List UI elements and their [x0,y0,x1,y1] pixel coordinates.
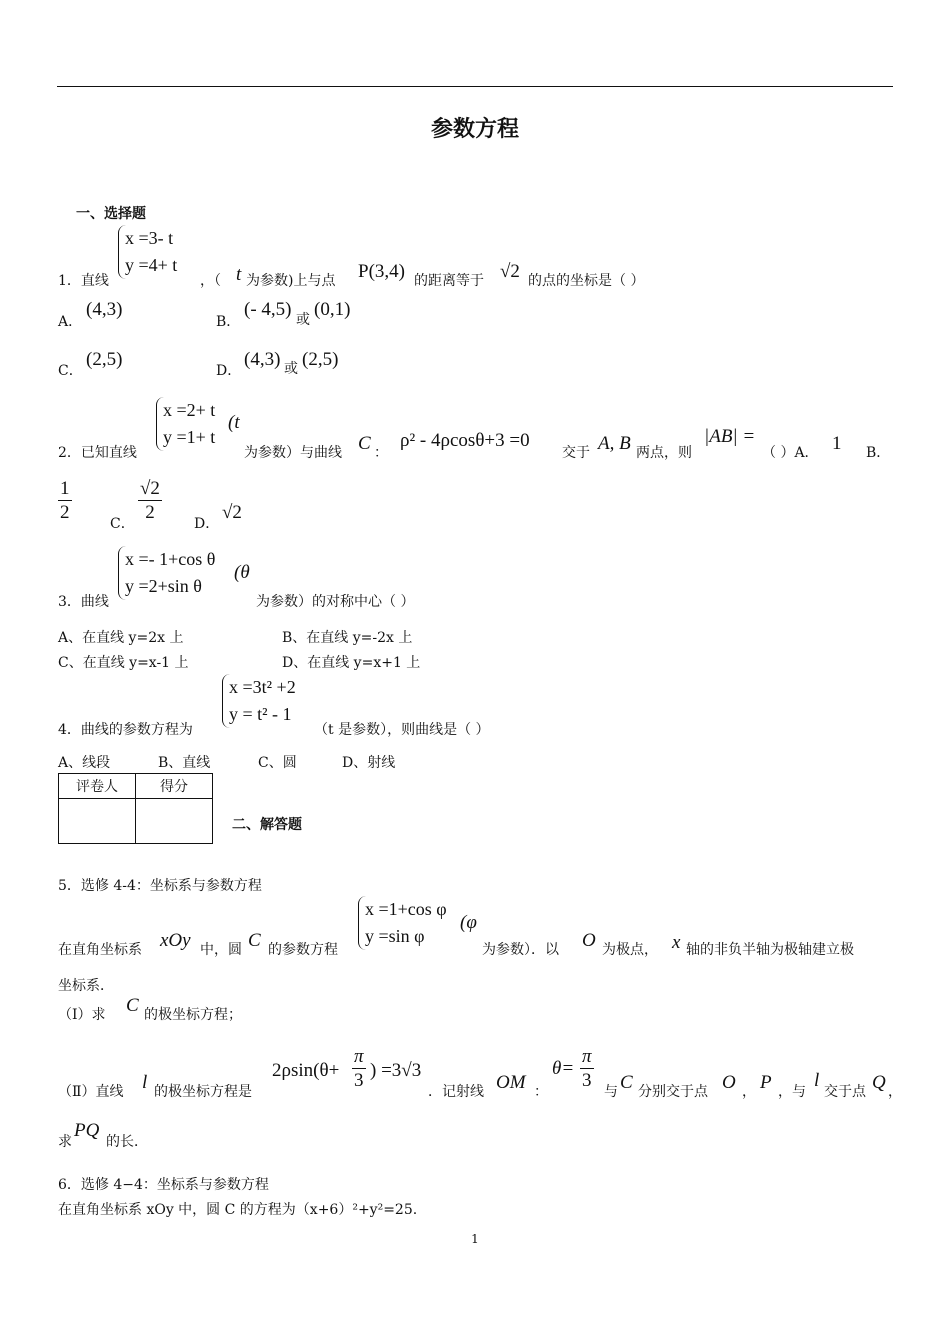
q5-label: 5．选修 4-4：坐标系与参数方程 [58,878,262,894]
q5-line-equation-right: ) =3√3 [370,1060,422,1081]
grade-table-header-score: 得分 [136,774,213,799]
q3-label: 3．曲线 [58,594,109,610]
q2-option-d-label: D． [194,516,220,532]
q5-parametric-system: x =1+cos φ y =sin φ [358,896,447,950]
q2-colon: ： [374,445,388,461]
q5-theta-eq: θ= [552,1058,575,1079]
q1-text-1: ，（ [200,273,221,289]
page-number: 1 [471,1232,479,1246]
q3-parametric-system: x =- 1+cos θ y =2+sin θ [118,546,215,600]
q1-option-d-value-2: (2,5) [302,349,339,370]
q5-comma-2: ， [888,1084,902,1100]
section-multiple-choice: 一、选择题 [76,206,146,222]
q5-line2: 坐标系． [58,978,114,994]
q5-part1-c: C [126,995,139,1016]
q2-text-1: 为参数）与曲线 [244,445,342,461]
q5-part2-g: ，与 [778,1084,806,1100]
grade-table-header-grader: 评卷人 [59,774,136,799]
q5-part2-b: 的极坐标方程是 [154,1084,252,1100]
q5-part2-h: 交于点 [824,1084,866,1100]
q2-option-c-fraction: $\frac{√2}{2}$ [140,478,160,523]
q3-option-b: B、在直线 y=-2x 上 [282,630,413,646]
q1-sqrt2: √2 [500,261,520,282]
q2-curve-c: C [358,433,371,454]
q5-point-p: P [760,1072,772,1093]
q2-option-b-label: B． [866,445,891,461]
q1-option-a-value: (4,3) [86,299,123,320]
q1-option-b-value-1: (- 4,5) [244,299,292,320]
q2-option-c-label: C． [110,516,135,532]
q5-line-l: l [142,1072,148,1093]
q2-points-ab: A, B [598,433,631,454]
q5-part2-e: 与 [604,1084,618,1100]
header-rule [57,86,893,87]
q1-option-d-or: 或 [284,361,298,377]
q1-text-3: 的距离等于 [414,273,484,289]
q2-option-b-fraction: $\frac{1}{2}$ [60,478,70,523]
q4-option-b: B、直线 [158,755,211,771]
q2-param-t: (t [228,412,240,433]
q5-line1-f: 轴的非负半轴为极轴建立极 [686,942,854,958]
q5-part2-a: （Ⅱ）直线 [58,1084,124,1100]
page-title: 参数方程 [430,117,519,142]
q5-circle-c: C [248,930,261,951]
q5-segment-pq: PQ [74,1120,100,1141]
q3-option-c: C、在直线 y=x-1 上 [58,655,189,671]
q5-part2-c: ．记射线 [428,1084,484,1100]
q1-option-d-value-1: (4,3) [244,349,281,370]
q6-line: 在直角坐标系 xOy 中，圆 C 的方程为（x+6）²+y²=25. [58,1202,418,1218]
q1-option-a-label: A． [58,314,83,330]
q1-option-d-label: D． [216,363,242,379]
q5-origin-o: O [582,930,596,951]
q5-ray-om: OM [496,1072,526,1093]
q1-option-c-label: C． [58,363,83,379]
q1-text-4: 的点的坐标是（ ） [528,273,645,289]
q5-pi-over-3-fraction: $\frac{\pi}{3}$ [354,1046,364,1091]
q1-option-b-label: B． [216,314,241,330]
q4-option-d: D、射线 [342,755,396,771]
q5-line1-c: 的参数方程 [268,942,338,958]
section-answer-questions: 二、解答题 [232,817,302,833]
q5-part1-b: 的极坐标方程； [144,1007,242,1023]
q6-label: 6．选修 4−4：坐标系与参数方程 [58,1177,269,1193]
q5-theta-fraction: $\frac{\pi}{3}$ [582,1046,592,1091]
q5-point-o: O [722,1072,736,1093]
q3-option-d: D、在直线 y=x+1 上 [282,655,421,671]
q2-option-a-value: 1 [832,433,842,454]
grade-table [58,773,213,844]
q2-parametric-system: x =2+ t y =1+ t [156,397,215,451]
q4-option-a: A、线段 [58,755,111,771]
q1-point: P(3,4) [358,261,405,282]
q4-label: 4．曲线的参数方程为 [58,722,193,738]
q5-xoy: xOy [160,930,191,951]
q2-polar-equation: ρ² - 4ρcosθ+3 =0 [400,430,530,451]
grade-table-cell-grader [59,799,136,844]
q5-part3-a: 求 [58,1134,72,1150]
q5-comma-1: ， [742,1084,756,1100]
q1-option-b-or: 或 [296,312,310,328]
q5-part2-c-curve: C [620,1072,633,1093]
q5-line1-b: 中，圆 [200,942,242,958]
q3-option-a: A、在直线 y=2x 上 [58,630,184,646]
q5-line1-d: 为参数）．以 [482,942,559,958]
q3-param-theta: (θ [234,562,250,583]
q5-x-axis: x [672,932,681,953]
q5-line-equation-left: 2ρsin(θ+ [272,1060,340,1081]
q5-line1-e: 为极点， [602,942,658,958]
q5-param-phi: (φ [460,912,477,933]
q2-label: 2．已知直线 [58,445,137,461]
q1-option-c-value: (2,5) [86,349,123,370]
q4-option-c: C、圆 [258,755,297,771]
q5-line-l-2: l [814,1070,820,1091]
q1-text-2: 为参数)上与点 [246,273,336,289]
q5-line1-a: 在直角坐标系 [58,942,142,958]
q5-point-q: Q [872,1072,886,1093]
q5-part2-f: 分别交于点 [638,1084,708,1100]
q2-abs-ab: |AB| = [704,426,756,447]
q4-parametric-system: x =3t² +2 y = t² - 1 [222,674,296,728]
q5-part1-a: （Ⅰ）求 [58,1007,106,1023]
q2-option-d-value: √2 [222,502,242,523]
q3-text-1: 为参数）的对称中心（ ） [256,594,415,610]
q2-text-3: 两点，则 [636,445,692,461]
q1-parametric-system: x =3- t y =4+ t [118,225,177,279]
q1-label: 1．直线 [58,273,109,289]
q1-option-b-value-2: (0,1) [314,299,351,320]
grade-table-cell-score [136,799,213,844]
q1-param-t: t [236,264,242,285]
q2-text-4: （ ）A． [762,445,819,461]
q2-text-2: 交于 [562,445,590,461]
q4-text-1: （t 是参数），则曲线是（ ） [314,722,490,738]
q5-part2-d: ： [534,1084,548,1100]
q5-part3-b: 的长． [106,1134,148,1150]
